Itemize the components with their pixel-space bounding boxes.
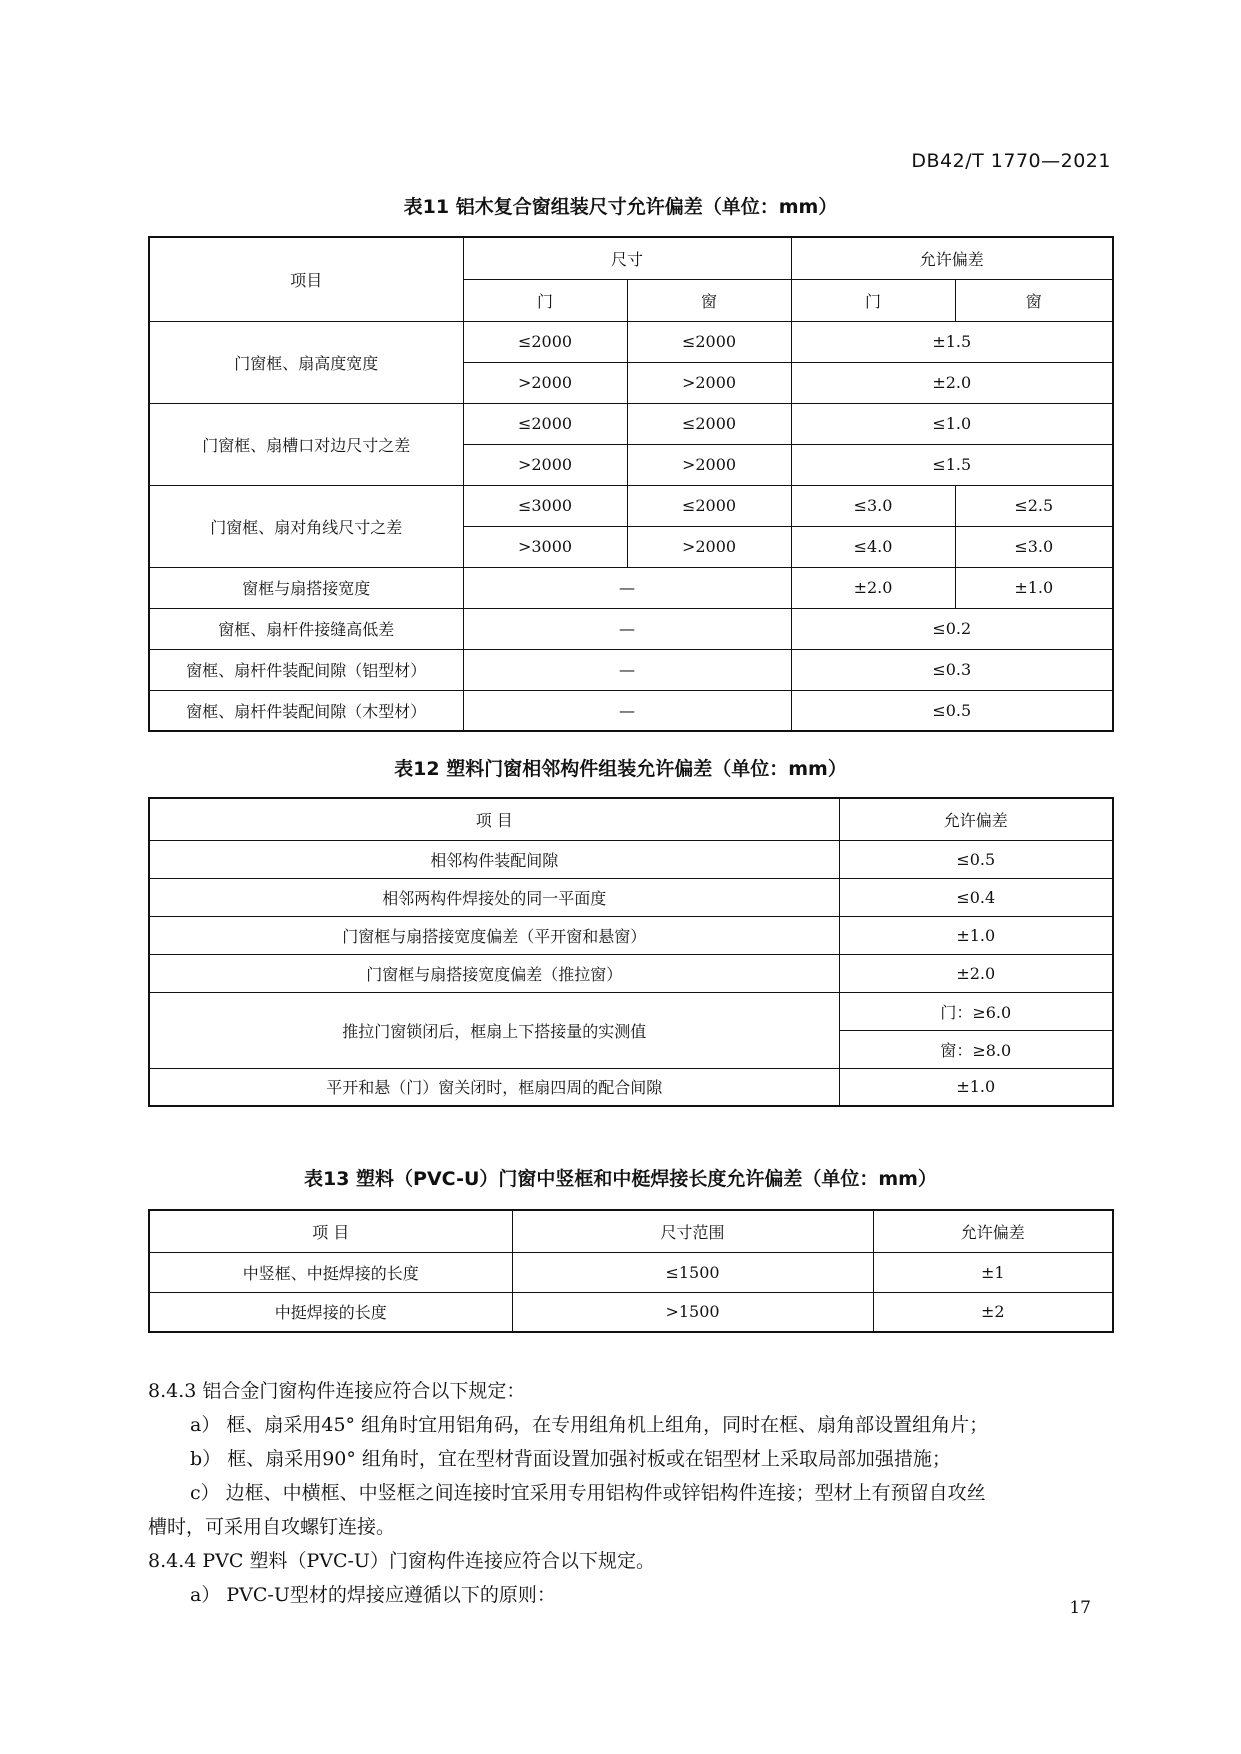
table-cell: ≤2.5 xyxy=(955,485,1113,526)
table-cell: >2000 xyxy=(627,444,791,485)
table-cell: — xyxy=(463,567,791,608)
table-cell: — xyxy=(463,690,791,731)
clause-8-4-3: 8.4.3 铝合金门窗构件连接应符合以下规定： xyxy=(148,1380,526,1402)
table-row-label: 门窗框、扇对角线尺寸之差 xyxy=(149,485,463,567)
table-cell: 窗：≥8.0 xyxy=(839,1030,1113,1068)
table13-header-range: 尺寸范围 xyxy=(512,1210,873,1252)
clause-8-4-3-a: a） 框、扇采用45° 组角时宜用铝角码，在专用组角机上组角，同时在框、扇角部设置组角片； xyxy=(190,1414,989,1436)
table-cell: ≤2000 xyxy=(627,403,791,444)
table-row-label: 平开和悬（门）窗关闭时，框扇四周的配合间隙 xyxy=(149,1068,839,1106)
clause-8-4-3-b: b） 框、扇采用90° 组角时，宜在型材背面设置加强衬板或在铝型材上采取局部加强措施； xyxy=(190,1448,951,1470)
table13-header-item: 项 目 xyxy=(149,1210,512,1252)
table-cell: ≤0.3 xyxy=(791,649,1113,690)
table-cell: ≤2000 xyxy=(463,403,627,444)
table-cell: ≤2000 xyxy=(463,321,627,362)
table11-header-size-door: 门 xyxy=(463,279,627,321)
table-row-label: 门窗框与扇搭接宽度偏差（平开窗和悬窗） xyxy=(149,916,839,954)
table12-header-item: 项 目 xyxy=(149,798,839,840)
table12-title: 表12 塑料门窗相邻构件组装允许偏差（单位：mm） xyxy=(394,758,847,780)
table-row-label: 中挺焊接的长度 xyxy=(149,1292,512,1332)
table-cell: ±2.0 xyxy=(839,954,1113,992)
table13 xyxy=(148,1209,1114,1333)
table-row-label: 推拉门窗锁闭后，框扇上下搭接量的实测值 xyxy=(149,992,839,1068)
table11-header-tol-window: 窗 xyxy=(955,279,1113,321)
table-cell: >2000 xyxy=(463,444,627,485)
clause-8-4-4: 8.4.4 PVC 塑料（PVC-U）门窗构件连接应符合以下规定。 xyxy=(148,1550,655,1572)
table11-header-tolerance: 允许偏差 xyxy=(791,237,1113,279)
table-cell: ≤0.5 xyxy=(791,690,1113,731)
document-code: DB42/T 1770—2021 xyxy=(911,150,1111,172)
table-cell: ≤3.0 xyxy=(955,526,1113,567)
table11-header-size-window: 窗 xyxy=(627,279,791,321)
table-row-label: 门窗框、扇槽口对边尺寸之差 xyxy=(149,403,463,485)
table-cell: >2000 xyxy=(463,362,627,403)
table11-header-item: 项目 xyxy=(149,237,463,321)
table13-header-tolerance: 允许偏差 xyxy=(873,1210,1113,1252)
table12 xyxy=(148,797,1114,1107)
table-cell: 门：≥6.0 xyxy=(839,992,1113,1030)
table-cell: ±1.0 xyxy=(839,1068,1113,1106)
table-cell: ≤2000 xyxy=(627,485,791,526)
table-row-label: 窗框、扇杆件装配间隙（木型材） xyxy=(149,690,463,731)
table11-title: 表11 铝木复合窗组装尺寸允许偏差（单位：mm） xyxy=(403,196,838,218)
table-cell: ≤3000 xyxy=(463,485,627,526)
table-cell: ≤1500 xyxy=(512,1252,873,1292)
table-cell: ±2.0 xyxy=(791,567,955,608)
table-cell: — xyxy=(463,649,791,690)
table-cell: >1500 xyxy=(512,1292,873,1332)
table-row-label: 窗框与扇搭接宽度 xyxy=(149,567,463,608)
table-row-label: 窗框、扇杆件装配间隙（铝型材） xyxy=(149,649,463,690)
table-row-label: 窗框、扇杆件接缝高低差 xyxy=(149,608,463,649)
clause-8-4-3-c-continued: 槽时，可采用自攻螺钉连接。 xyxy=(148,1516,396,1538)
table-row-label: 相邻构件装配间隙 xyxy=(149,840,839,878)
table-cell: ±2.0 xyxy=(791,362,1113,403)
table-cell: ≤0.4 xyxy=(839,878,1113,916)
table-cell: ±1 xyxy=(873,1252,1113,1292)
table-cell: >3000 xyxy=(463,526,627,567)
table-row-label: 门窗框与扇搭接宽度偏差（推拉窗） xyxy=(149,954,839,992)
table12-header-tolerance: 允许偏差 xyxy=(839,798,1113,840)
page-number: 17 xyxy=(1069,1598,1091,1618)
table-cell: ±1.0 xyxy=(839,916,1113,954)
table-cell: ±1.0 xyxy=(955,567,1113,608)
table-cell: ≤3.0 xyxy=(791,485,955,526)
table-cell: >2000 xyxy=(627,362,791,403)
table-cell: ≤1.5 xyxy=(791,444,1113,485)
table-cell: ≤1.0 xyxy=(791,403,1113,444)
table-row-label: 门窗框、扇高度宽度 xyxy=(149,321,463,403)
table-cell: ±2 xyxy=(873,1292,1113,1332)
table-cell: ≤0.2 xyxy=(791,608,1113,649)
clause-8-4-4-a: a） PVC-U型材的焊接应遵循以下的原则： xyxy=(190,1584,556,1606)
table-cell: ≤2000 xyxy=(627,321,791,362)
clause-8-4-3-c: c） 边框、中横框、中竖框之间连接时宜采用专用铝构件或锌铝构件连接；型材上有预留自攻丝 xyxy=(190,1482,986,1504)
table-row-label: 相邻两构件焊接处的同一平面度 xyxy=(149,878,839,916)
table13-title: 表13 塑料（PVC-U）门窗中竖框和中梃焊接长度允许偏差（单位：mm） xyxy=(304,1168,937,1190)
table11 xyxy=(148,236,1114,732)
table-cell: ≤4.0 xyxy=(791,526,955,567)
table-cell: >2000 xyxy=(627,526,791,567)
table-cell: ±1.5 xyxy=(791,321,1113,362)
table-cell: — xyxy=(463,608,791,649)
table11-header-tol-door: 门 xyxy=(791,279,955,321)
table-row-label: 中竖框、中挺焊接的长度 xyxy=(149,1252,512,1292)
table-cell: ≤0.5 xyxy=(839,840,1113,878)
table11-header-size: 尺寸 xyxy=(463,237,791,279)
